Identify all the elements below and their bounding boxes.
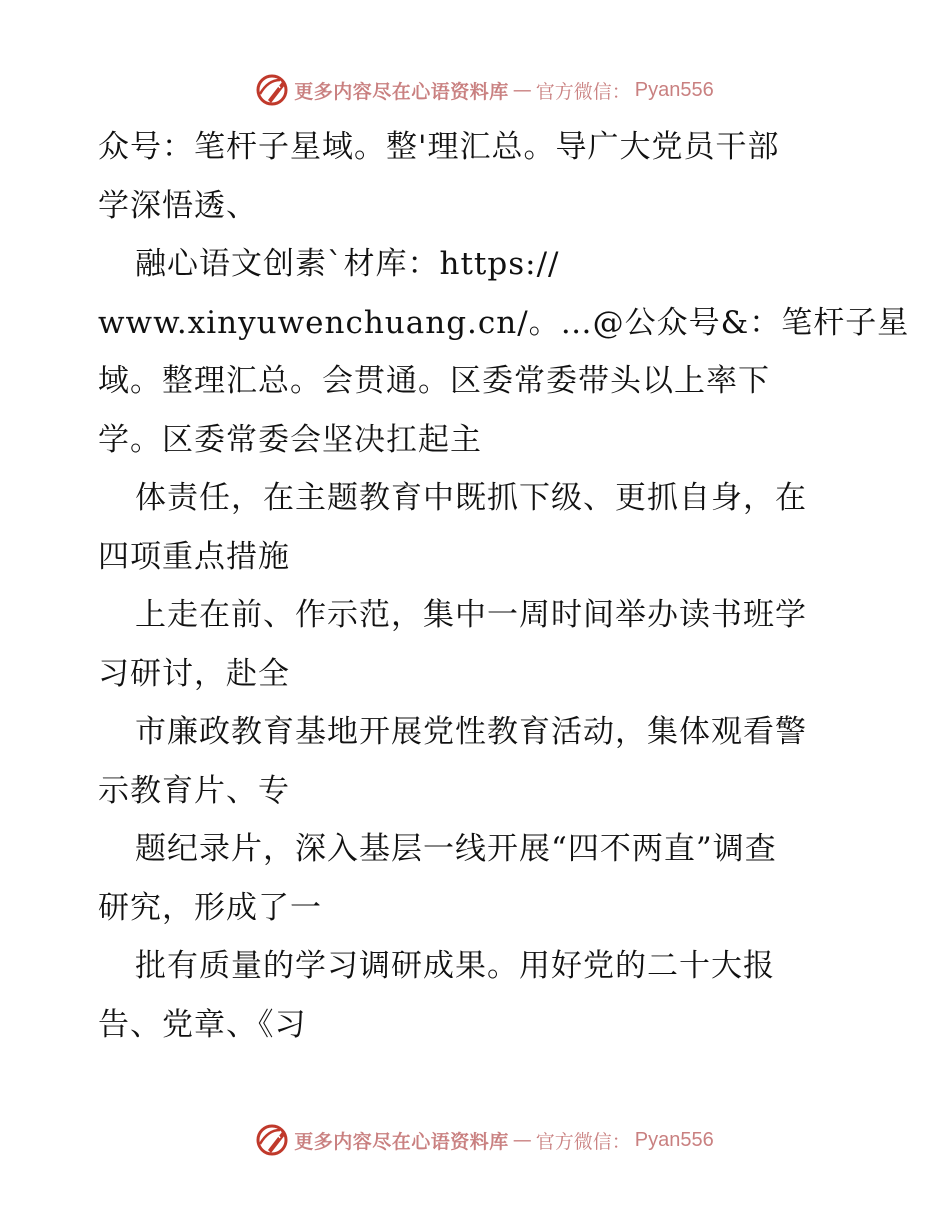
text-line: 学深悟透、	[98, 187, 258, 224]
text-line: www.xinyuwenchuang.cn/。…@公众号&：笔杆子星	[98, 304, 910, 341]
text-line: 体责任，在主题教育中既抓下级、更抓自身，在	[135, 480, 807, 516]
footer-banner-text: 更多内容尽在心语资料库	[294, 1130, 509, 1153]
header-banner-text: 更多内容尽在心语资料库	[294, 80, 509, 103]
text-line: 习研讨，赴全	[98, 655, 290, 692]
footer-banner-dash: —	[512, 1129, 532, 1151]
text-line: 告、党章、《习	[98, 1006, 307, 1043]
header-wechat-label: 官方微信：	[535, 80, 631, 103]
text-line: 域。整理汇总。会贯通。区委常委带头以上率下	[98, 363, 770, 399]
header-banner	[0, 70, 950, 110]
document-body	[98, 118, 910, 1054]
text-line: 市廉政教育基地开展党性教育活动，集体观看警	[135, 714, 807, 750]
text-line: 题纪录片，深入基层一线开展“四不两直”调查	[135, 831, 777, 867]
text-line: 融心语文创素`材库：https://	[135, 246, 560, 282]
header-banner-dash: —	[512, 79, 532, 101]
text-line: 批有质量的学习调研成果。用好党的二十大报	[135, 948, 775, 984]
text-line: 研究，形成了一	[98, 889, 322, 926]
header-banner-inner	[254, 72, 714, 108]
text-line: 众号：笔杆子星域。整'理汇总。导广大党员干部	[98, 129, 780, 165]
footer-wechat-label: 官方微信：	[535, 1130, 631, 1153]
text-line: 学。区委常委会坚决扛起主	[98, 421, 482, 458]
header-wechat-id: Pyan556	[634, 78, 714, 101]
text-line: 四项重点措施	[98, 538, 290, 575]
pen-logo-icon	[254, 72, 290, 108]
text-line: 示教育片、专	[98, 772, 290, 809]
footer-wechat-id: Pyan556	[634, 1128, 714, 1151]
footer-banner	[0, 1120, 950, 1160]
text-line: 上走在前、作示范，集中一周时间举办读书班学	[135, 597, 807, 633]
pen-logo-icon	[254, 1122, 290, 1158]
footer-banner-inner	[254, 1122, 714, 1158]
